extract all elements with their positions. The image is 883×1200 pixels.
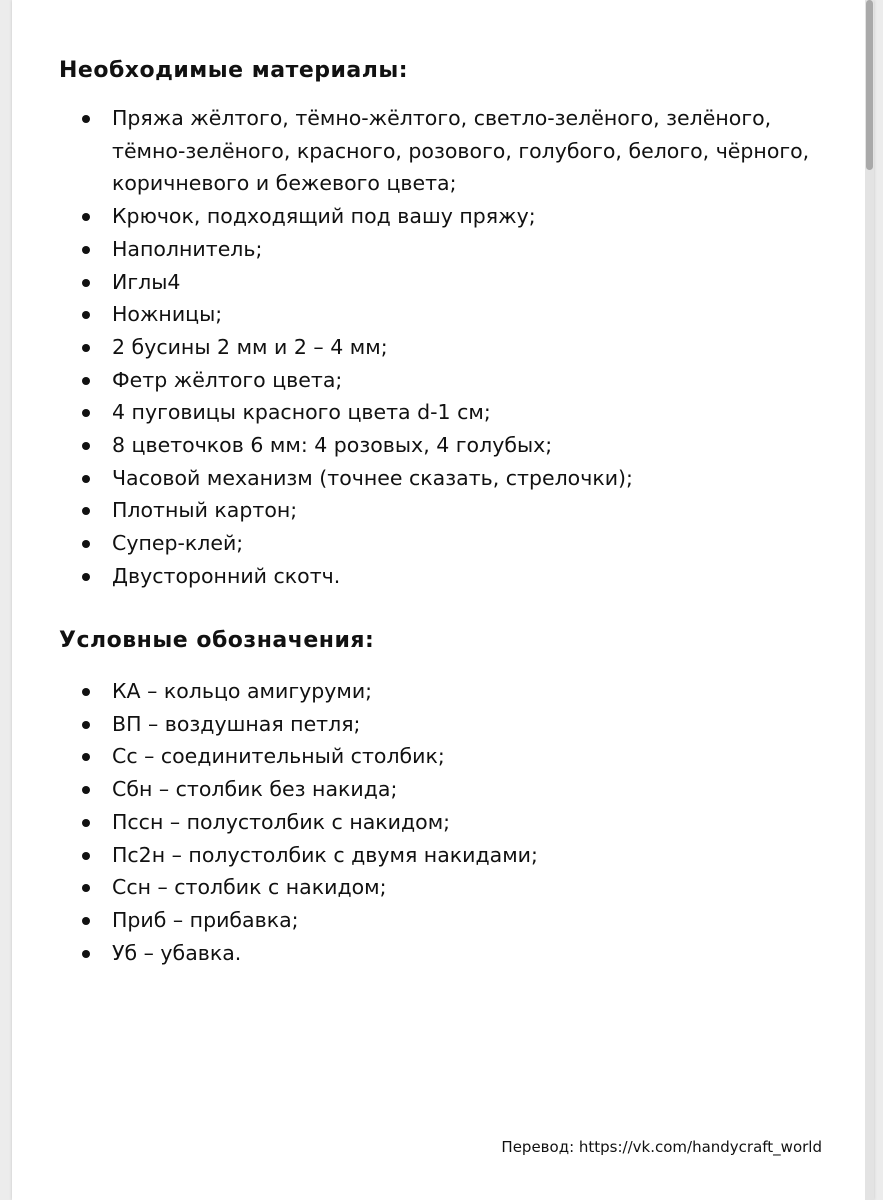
list-item-text: Иглы4 xyxy=(112,269,181,294)
list-item xyxy=(82,708,822,741)
bullet-icon xyxy=(82,721,90,729)
list-item-text: Наполнитель; xyxy=(112,236,263,261)
list-item-text: Пряжа жёлтого, тёмно-жёлтого, светло-зелёного, зелёного, тёмно-зелёного, красного, розового, голубого, белого, чёрного, коричневого и бежевого цвета; xyxy=(112,106,810,196)
list-item xyxy=(82,560,822,593)
bullet-icon xyxy=(82,573,90,581)
legend-list xyxy=(82,675,822,969)
bullet-icon xyxy=(82,884,90,892)
list-item-text: Уб – убавка. xyxy=(112,940,242,965)
list-item xyxy=(82,331,822,364)
list-item-text: Пссн – полустолбик с накидом; xyxy=(112,809,451,834)
list-item xyxy=(82,298,822,331)
list-item-text: Ножницы; xyxy=(112,302,223,327)
list-item-text: Супер-клей; xyxy=(112,531,244,556)
list-item xyxy=(82,396,822,429)
list-item-text: ВП – воздушная петля; xyxy=(112,711,361,736)
bullet-icon xyxy=(82,311,90,319)
list-item-text: Сс – соединительный столбик; xyxy=(112,744,445,769)
bullet-icon xyxy=(82,540,90,548)
list-item-text: 4 пуговицы красного цвета d-1 см; xyxy=(112,400,491,425)
bullet-icon xyxy=(82,279,90,287)
bullet-icon xyxy=(82,950,90,958)
list-item xyxy=(82,200,822,233)
bullet-icon xyxy=(82,852,90,860)
bullet-icon xyxy=(82,409,90,417)
list-item-text: 8 цветочков 6 мм: 4 розовых, 4 голубых; xyxy=(112,433,553,458)
list-item-text: Крючок, подходящий под вашу пряжу; xyxy=(112,204,536,229)
list-item xyxy=(82,806,822,839)
bullet-icon xyxy=(82,213,90,221)
list-item-text: Фетр жёлтого цвета; xyxy=(112,367,343,392)
bullet-icon xyxy=(82,688,90,696)
list-item xyxy=(82,675,822,708)
bullet-icon xyxy=(82,819,90,827)
legend-heading: Условные обозначения: xyxy=(59,628,375,653)
translation-credit: Перевод: https://vk.com/handycraft_world xyxy=(501,1138,822,1156)
vertical-scrollbar[interactable] xyxy=(865,0,874,1200)
list-item xyxy=(82,740,822,773)
list-item-text: Плотный картон; xyxy=(112,498,298,523)
list-item xyxy=(82,871,822,904)
list-item xyxy=(82,102,822,200)
bullet-icon xyxy=(82,377,90,385)
list-item-text: Двусторонний скотч. xyxy=(112,563,341,588)
list-item-text: Пс2н – полустолбик с двумя накидами; xyxy=(112,842,538,867)
bullet-icon xyxy=(82,442,90,450)
bullet-icon xyxy=(82,786,90,794)
list-item-text: Приб – прибавка; xyxy=(112,907,299,932)
list-item-text: 2 бусины 2 мм и 2 – 4 мм; xyxy=(112,334,388,359)
list-item xyxy=(82,429,822,462)
list-item-text: Ссн – столбик с накидом; xyxy=(112,875,387,900)
materials-heading: Необходимые материалы: xyxy=(59,58,409,83)
list-item xyxy=(82,233,822,266)
materials-list xyxy=(82,102,822,593)
bullet-icon xyxy=(82,246,90,254)
bullet-icon xyxy=(82,753,90,761)
list-item-text: КА – кольцо амигуруми; xyxy=(112,679,373,703)
list-item xyxy=(82,462,822,495)
bullet-icon xyxy=(82,344,90,352)
list-item xyxy=(82,839,822,872)
list-item-text: Сбн – столбик без накида; xyxy=(112,777,398,802)
list-item xyxy=(82,937,822,970)
scrollbar-thumb[interactable] xyxy=(866,0,873,170)
document-page xyxy=(12,0,874,1200)
list-item xyxy=(82,527,822,560)
list-item xyxy=(82,904,822,937)
list-item xyxy=(82,266,822,299)
bullet-icon xyxy=(82,475,90,483)
bullet-icon xyxy=(82,917,90,925)
list-item xyxy=(82,364,822,397)
list-item xyxy=(82,773,822,806)
bullet-icon xyxy=(82,507,90,515)
bullet-icon xyxy=(82,115,90,123)
list-item xyxy=(82,494,822,527)
list-item-text: Часовой механизм (точнее сказать, стрелочки); xyxy=(112,465,633,490)
